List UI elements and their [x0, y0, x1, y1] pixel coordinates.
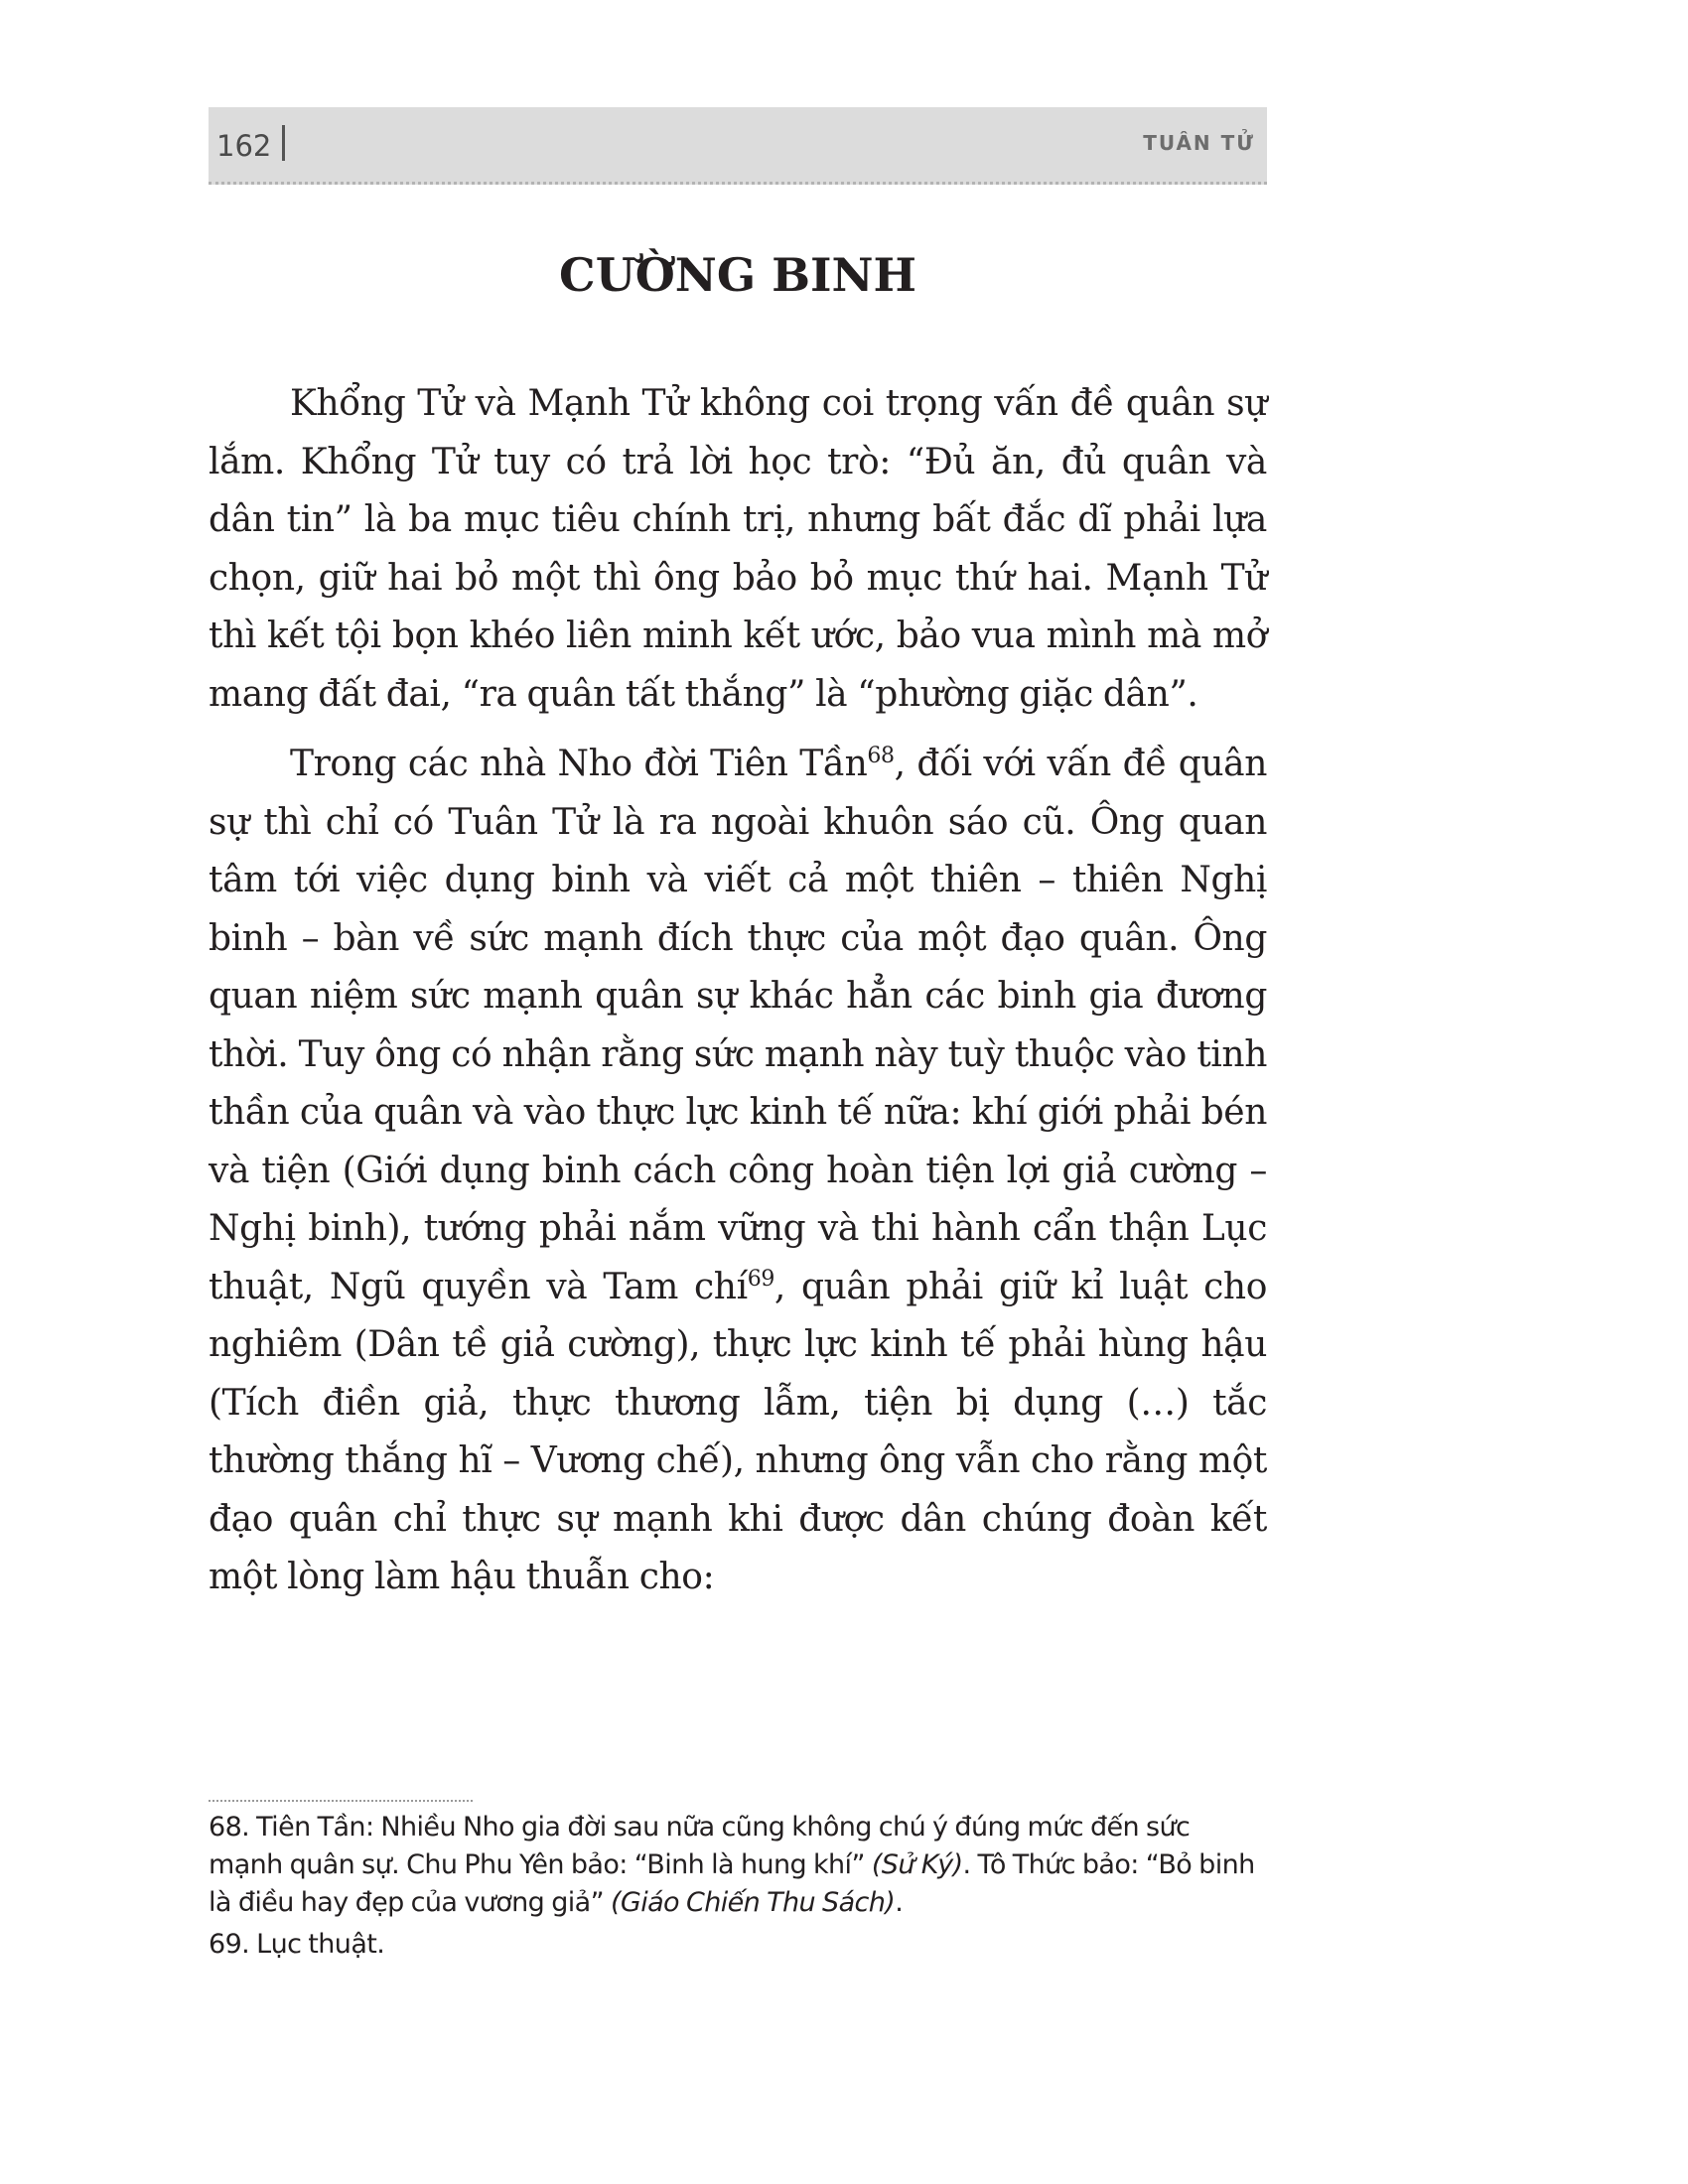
page-number: 162	[216, 129, 272, 163]
footnote-68-text-a: 68. Tiên Tần: Nhiều Nho gia đời sau nữa cũng không chú ý đúng mức đến sức mạnh quân sự. Chu Phu Yên bảo: “Binh là hung khí”	[209, 1812, 1191, 1880]
running-header	[209, 107, 1267, 185]
body-text	[209, 375, 1267, 1619]
paragraph-2-part-c: , quân phải giữ kỉ luật cho nghiêm (Dân tề giả cường), thực lực kinh tế phải hùng hậu (Tích điền giả, thực thương lẫm, tiện bị dụng (…) tắc thường thắng hĩ – Vương chế), nhưng ông vẫn cho rằng một đạo quân chỉ thực sự mạnh khi được dân chúng đoàn kết một lòng làm hậu thuẫn cho:	[209, 1266, 1267, 1597]
footnotes	[209, 1809, 1267, 1968]
footnote-68-source-2: (Giáo Chiến Thu Sách)	[603, 1887, 896, 1918]
paragraph-2-part-b: , đối với vấn đề quân sự thì chỉ có Tuân Tử là ra ngoài khuôn sáo cũ. Ông quan tâm tới việc dụng binh và viết cả một thiên – thiên Nghị binh – bàn về sức mạnh đích thực của một đạo quân. Ông quan niệm sức mạnh quân sự khác hẳn các binh gia đương thời. Tuy ông có nhận rằng sức mạnh này tuỳ thuộc vào tinh thần của quân và vào thực lực kinh tế nữa: khí giới phải bén và tiện (Giới dụng binh cách công hoàn tiện lợi giả cường – Nghị binh), tướng phải nắm vững và thi hành cẩn thận Lục thuật, Ngũ quyền và Tam chí	[209, 744, 1267, 1307]
chapter-title: CƯỜNG BINH	[558, 248, 917, 302]
footnote-ref-69: 69	[747, 1266, 774, 1292]
paragraph-1: Khổng Tử và Mạnh Tử không coi trọng vấn đề quân sự lắm. Khổng Tử tuy có trả lời học trò: “Đủ ăn, đủ quân và dân tin” là ba mục tiêu chính trị, nhưng bất đắc dĩ phải lựa chọn, giữ hai bỏ một thì ông bảo bỏ mục thứ hai. Mạnh Tử thì kết tội bọn khéo liên minh kết ước, bảo vua mình mà mở mang đất đai, “ra quân tất thắng” là “phường giặc dân”.	[209, 383, 1267, 715]
footnote-68-text-c: .	[895, 1887, 904, 1918]
running-title: TUÂN TỬ	[1143, 131, 1255, 155]
footnote-68-source-1: (Sử Ký)	[864, 1849, 963, 1880]
footnote-separator	[209, 1800, 473, 1802]
footnote-68-text-b: . Tô Thức bảo: “Bỏ binh là điều hay đẹp của vương giả”	[209, 1849, 1255, 1918]
header-divider	[282, 125, 285, 161]
footnote-69: 69. Lục thuật.	[209, 1929, 385, 1960]
paragraph-2-part-a: Trong các nhà Nho đời Tiên Tần	[290, 744, 868, 784]
footnote-68	[209, 1809, 1267, 1922]
footnote-ref-68: 68	[867, 744, 895, 768]
paragraph-2	[209, 736, 1267, 1607]
